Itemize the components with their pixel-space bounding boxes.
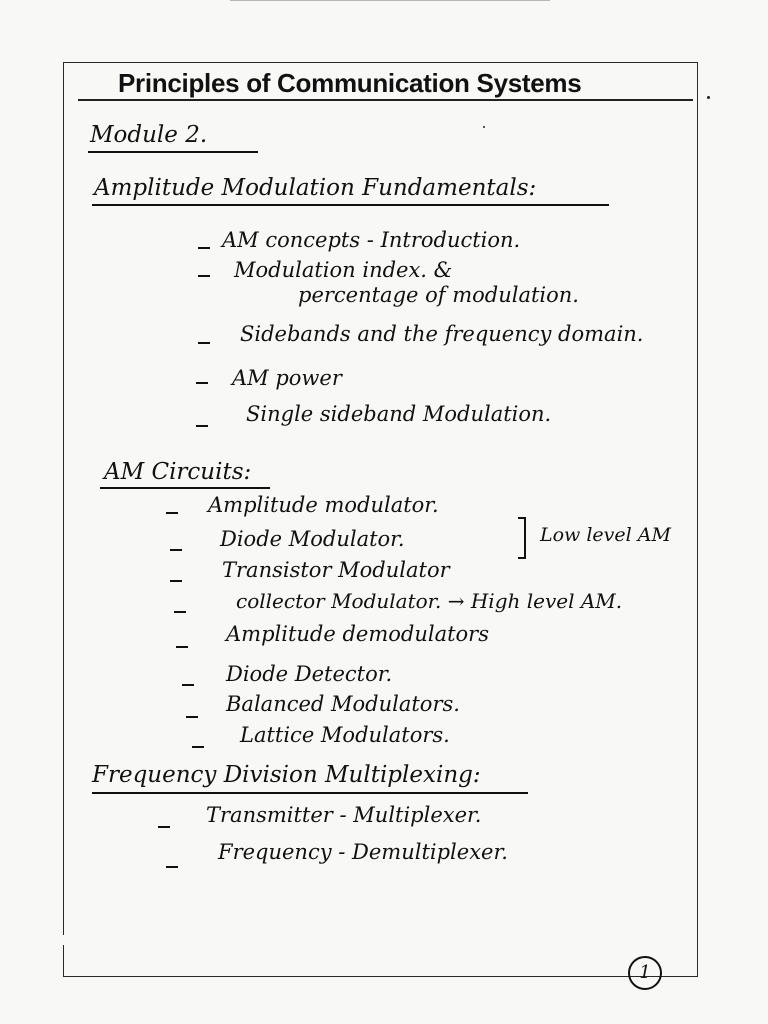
- list-item: Amplitude demodulators: [226, 622, 489, 646]
- bullet-dash: [186, 716, 198, 718]
- bullet-dash: [196, 425, 208, 427]
- bullet-dash: [170, 549, 182, 551]
- page-top-edge: [230, 0, 550, 1]
- section-underline: [92, 204, 609, 206]
- list-item-continuation: percentage of modulation.: [298, 283, 579, 307]
- list-item: Amplitude modulator.: [208, 493, 439, 517]
- bullet-dash: [174, 611, 186, 613]
- bullet-dash: [192, 746, 204, 748]
- ink-dot: [483, 126, 485, 128]
- list-item: Transmitter - Multiplexer.: [206, 803, 482, 827]
- bullet-dash: [166, 512, 178, 514]
- section-underline: [100, 487, 270, 489]
- bullet-dash: [158, 826, 170, 828]
- list-item: Diode Modulator.: [220, 527, 405, 551]
- page-number-circle: 1: [628, 956, 662, 990]
- bracket-note-low-level-am: Low level AM: [540, 524, 671, 546]
- module-heading: Module 2.: [90, 122, 208, 148]
- title-underline: [78, 99, 693, 101]
- list-item: Frequency - Demultiplexer.: [218, 840, 508, 864]
- bullet-dash: [166, 866, 178, 868]
- list-item: Transistor Modulator: [222, 558, 450, 582]
- section-heading-fdm: Frequency Division Multiplexing:: [92, 762, 481, 788]
- section-heading-am-circuits: AM Circuits:: [104, 459, 252, 485]
- list-item: collector Modulator. → High level AM.: [236, 589, 623, 613]
- list-item: Sidebands and the frequency domain.: [240, 322, 644, 346]
- list-item: Lattice Modulators.: [240, 723, 450, 747]
- section-heading-am-fundamentals: Amplitude Modulation Fundamentals:: [94, 175, 537, 201]
- section-underline: [92, 792, 528, 794]
- bullet-dash: [170, 580, 182, 582]
- bracket: [518, 517, 526, 559]
- list-item: AM concepts - Introduction.: [222, 228, 521, 252]
- bullet-dash: [198, 275, 210, 277]
- list-item: Modulation index. &: [234, 258, 453, 282]
- bullet-dash: [198, 342, 210, 344]
- bullet-dash: [182, 684, 194, 686]
- page-title: Principles of Communication Systems: [118, 68, 582, 98]
- bullet-dash: [198, 247, 210, 249]
- list-item: Balanced Modulators.: [226, 692, 460, 716]
- bullet-dash: [196, 382, 208, 384]
- bullet-dash: [176, 646, 188, 648]
- module-underline: [88, 151, 258, 153]
- list-item: Diode Detector.: [226, 662, 393, 686]
- ink-dot: [707, 96, 710, 99]
- list-item: AM power: [232, 366, 342, 390]
- list-item: Single sideband Modulation.: [246, 402, 552, 426]
